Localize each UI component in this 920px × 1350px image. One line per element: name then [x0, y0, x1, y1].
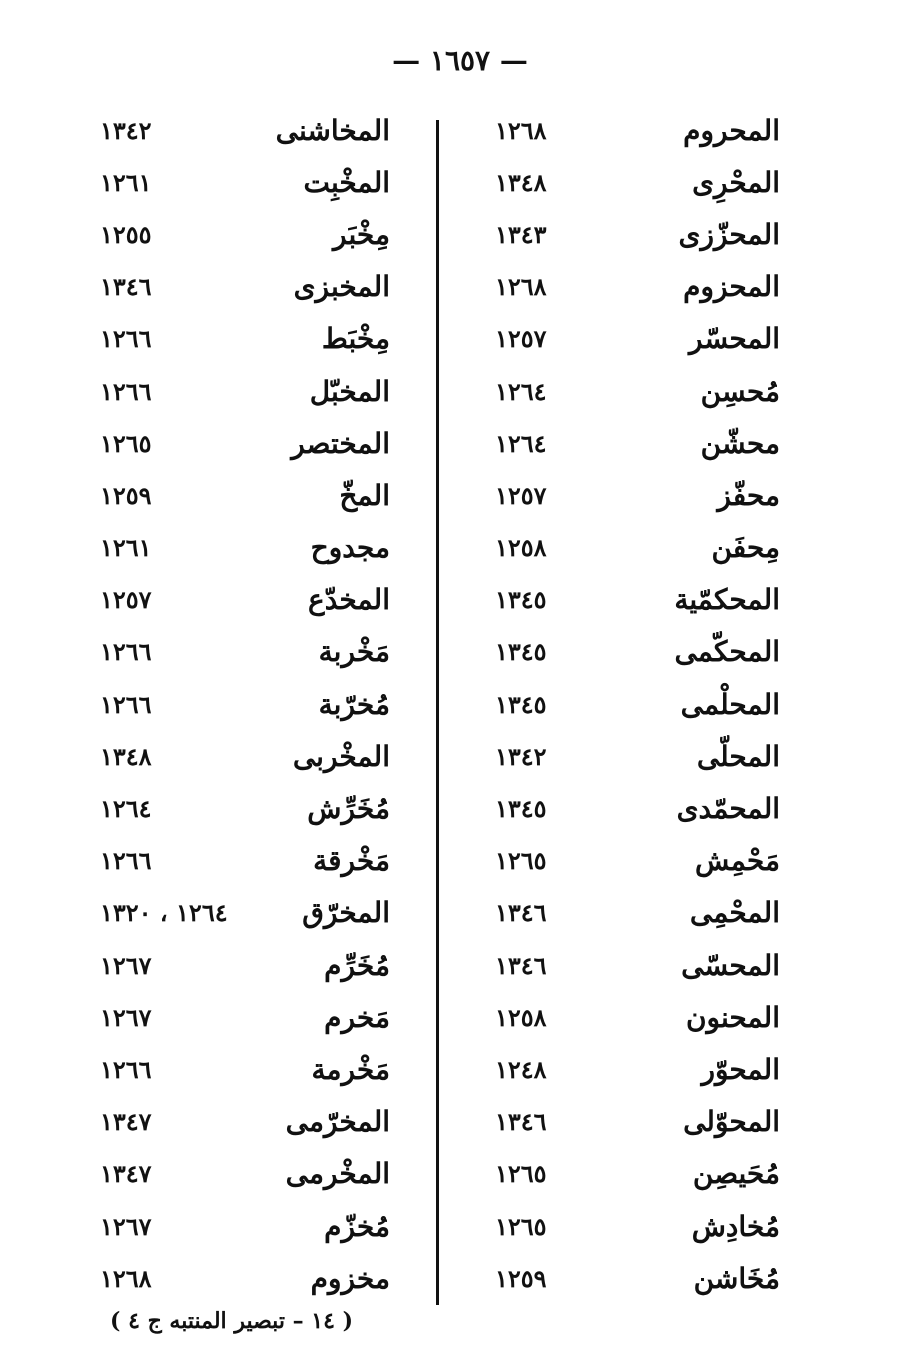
list-item	[470, 156, 800, 208]
list-item	[470, 417, 800, 469]
entry-number: ١٢٥٩	[100, 480, 152, 510]
entry-name: مُخزّم	[324, 1209, 390, 1243]
entry-name: المحوّلى	[683, 1105, 780, 1139]
entry-name: مَحْمِش	[695, 844, 780, 878]
list-item	[470, 939, 800, 991]
list-item	[470, 991, 800, 1043]
list-item	[470, 1148, 800, 1200]
list-item	[80, 574, 410, 626]
list-item	[80, 939, 410, 991]
entry-name: مُحَيصِن	[692, 1157, 780, 1191]
entry-name: المحنون	[685, 1000, 780, 1034]
list-item	[80, 469, 410, 521]
list-item	[80, 365, 410, 417]
entry-number: ١٢٦٧	[100, 1002, 152, 1032]
entry-name: المخّ	[339, 478, 390, 512]
list-item	[80, 1252, 410, 1304]
entry-number: ١٣٤٥	[495, 689, 547, 719]
entry-number: ١٢٦٧	[100, 1211, 152, 1241]
entry-name: المخبزى	[293, 270, 390, 304]
entry-number: ١٢٦٧	[100, 950, 152, 980]
left-column	[80, 104, 410, 1304]
entry-number: ١٢٦٨	[495, 115, 547, 145]
entry-name: مُخرّبة	[318, 687, 390, 721]
list-item	[80, 156, 410, 208]
list-item	[80, 626, 410, 678]
right-column	[470, 104, 800, 1304]
entry-number: ١٣٤٦	[495, 898, 547, 928]
entry-number: ١٣٤٨	[100, 741, 152, 771]
footer-note: ( ١٤ – تبصير المنتبه ج ٤ )	[110, 1308, 353, 1334]
entry-number: ١٢٦٦	[100, 689, 152, 719]
list-item	[80, 1200, 410, 1252]
list-item	[80, 313, 410, 365]
entry-number: ١٣٤٥	[495, 585, 547, 615]
entry-number: ١٣٤٣	[495, 219, 547, 249]
entry-name: المحزوم	[683, 270, 780, 304]
list-item	[470, 313, 800, 365]
list-item	[80, 678, 410, 730]
entry-name: المخْبِت	[303, 165, 390, 199]
entry-number: ١٢٦٦	[100, 846, 152, 876]
list-item	[80, 104, 410, 156]
entry-name: المحْمِى	[689, 896, 780, 930]
entry-name: المخْرمى	[285, 1157, 390, 1191]
entry-name: المخْربى	[292, 739, 390, 773]
entry-number: ١٢٦٦	[100, 376, 152, 406]
entry-name: المخاشنى	[275, 113, 390, 147]
list-item	[470, 626, 800, 678]
entry-number: ١٣٤٧	[100, 1107, 152, 1137]
list-item	[80, 1043, 410, 1095]
entry-name: مَخْرمة	[311, 1052, 390, 1086]
entry-name: مُحسِن	[700, 374, 780, 408]
entry-number: ١٣٤٦	[495, 950, 547, 980]
list-item	[470, 522, 800, 574]
list-item	[470, 469, 800, 521]
entry-number: ١٣٤٧	[100, 1159, 152, 1189]
list-item	[80, 1148, 410, 1200]
entry-number: ١٣٤٥	[495, 794, 547, 824]
list-item	[80, 208, 410, 260]
list-item	[470, 678, 800, 730]
entry-number: ١٢٥٧	[100, 585, 152, 615]
list-item	[470, 1043, 800, 1095]
entry-name: المحروم	[683, 113, 780, 147]
entry-name: المحكّمى	[674, 635, 780, 669]
entry-name: المحكمّية	[674, 583, 780, 617]
list-item	[470, 1200, 800, 1252]
entry-number: ١٢٤٨	[495, 1054, 547, 1084]
entry-name: مخزوم	[310, 1261, 390, 1295]
list-item	[80, 261, 410, 313]
entry-number: ١٣٤٢	[495, 741, 547, 771]
entry-number: ١٢٥٩	[495, 1263, 547, 1293]
entry-number: ١٢٦٨	[495, 272, 547, 302]
entry-number: ١٢٦٦	[100, 324, 152, 354]
entry-name: محشّن	[700, 426, 780, 460]
list-item	[80, 782, 410, 834]
page-number: — ١٦٥٧ —	[392, 44, 528, 77]
list-item	[80, 887, 410, 939]
entry-name: مَخرم	[324, 1000, 390, 1034]
entry-number: ١٢٦٥	[495, 846, 547, 876]
entry-name: مُخادِش	[691, 1209, 780, 1243]
list-item	[470, 208, 800, 260]
entry-name: المخرّق	[302, 896, 390, 930]
entry-name: المحلْمى	[680, 687, 780, 721]
entry-name: المحسّى	[681, 948, 780, 982]
list-item	[80, 417, 410, 469]
list-item	[80, 730, 410, 782]
entry-name: المحسّر	[689, 322, 780, 356]
entry-number: ١٢٦٦	[100, 1054, 152, 1084]
entry-number: ١٢٦٤	[495, 376, 547, 406]
list-item	[470, 574, 800, 626]
list-item	[470, 1096, 800, 1148]
entry-name: المحزّزى	[678, 217, 780, 251]
entry-number: ١٢٥٧	[495, 480, 547, 510]
column-divider	[436, 120, 439, 1305]
entry-number: ١٢٦٤	[100, 794, 152, 824]
entry-number: ١٢٥٨	[495, 533, 547, 563]
entry-name: مِحفَن	[711, 531, 780, 565]
list-item	[470, 1252, 800, 1304]
entry-number: ١٢٦٦	[100, 637, 152, 667]
entry-number: ١٢٦٤ ، ١٣٢٠	[100, 898, 228, 928]
entry-name: مجدوح	[310, 531, 390, 565]
entry-name: محفّز	[717, 478, 780, 512]
entry-name: المحمّدى	[676, 792, 780, 826]
entry-number: ١٢٦٥	[495, 1159, 547, 1189]
entry-number: ١٢٦٨	[100, 1263, 152, 1293]
entry-number: ١٣٤٦	[100, 272, 152, 302]
entry-name: المحوّر	[701, 1052, 780, 1086]
list-item	[80, 522, 410, 574]
entry-name: المخبّل	[309, 374, 390, 408]
list-item	[470, 835, 800, 887]
entry-name: مَخْربة	[318, 635, 390, 669]
entry-number: ١٢٥٧	[495, 324, 547, 354]
list-item	[80, 1096, 410, 1148]
entry-number: ١٢٦٤	[495, 428, 547, 458]
list-item	[470, 782, 800, 834]
list-item	[80, 991, 410, 1043]
list-item	[470, 730, 800, 782]
entry-number: ١٢٥٥	[100, 219, 152, 249]
entry-name: مِخْبَط	[321, 322, 390, 356]
entry-name: المحْرِى	[692, 165, 780, 199]
entry-name: المختصر	[291, 426, 390, 460]
entry-name: المخرّمى	[285, 1105, 390, 1139]
list-item	[470, 887, 800, 939]
entry-number: ١٣٤٥	[495, 637, 547, 667]
list-item	[470, 104, 800, 156]
entry-number: ١٣٤٨	[495, 167, 547, 197]
entry-name: مَخْرقة	[313, 844, 390, 878]
entry-name: المحلّى	[696, 739, 780, 773]
list-item	[470, 365, 800, 417]
entry-number: ١٢٦١	[100, 533, 152, 563]
list-item	[470, 261, 800, 313]
entry-name: مِخْبَر	[333, 217, 390, 251]
entry-name: مُخَرِّم	[324, 948, 390, 982]
list-item	[80, 835, 410, 887]
entry-number: ١٢٥٨	[495, 1002, 547, 1032]
entry-name: مُخَاشن	[693, 1261, 780, 1295]
entry-number: ١٢٦١	[100, 167, 152, 197]
entry-name: المخدّع	[308, 583, 390, 617]
entry-number: ١٣٤٦	[495, 1107, 547, 1137]
entry-number: ١٢٦٥	[495, 1211, 547, 1241]
entry-number: ١٢٦٥	[100, 428, 152, 458]
entry-number: ١٣٤٢	[100, 115, 152, 145]
entry-name: مُخَرِّش	[307, 792, 390, 826]
